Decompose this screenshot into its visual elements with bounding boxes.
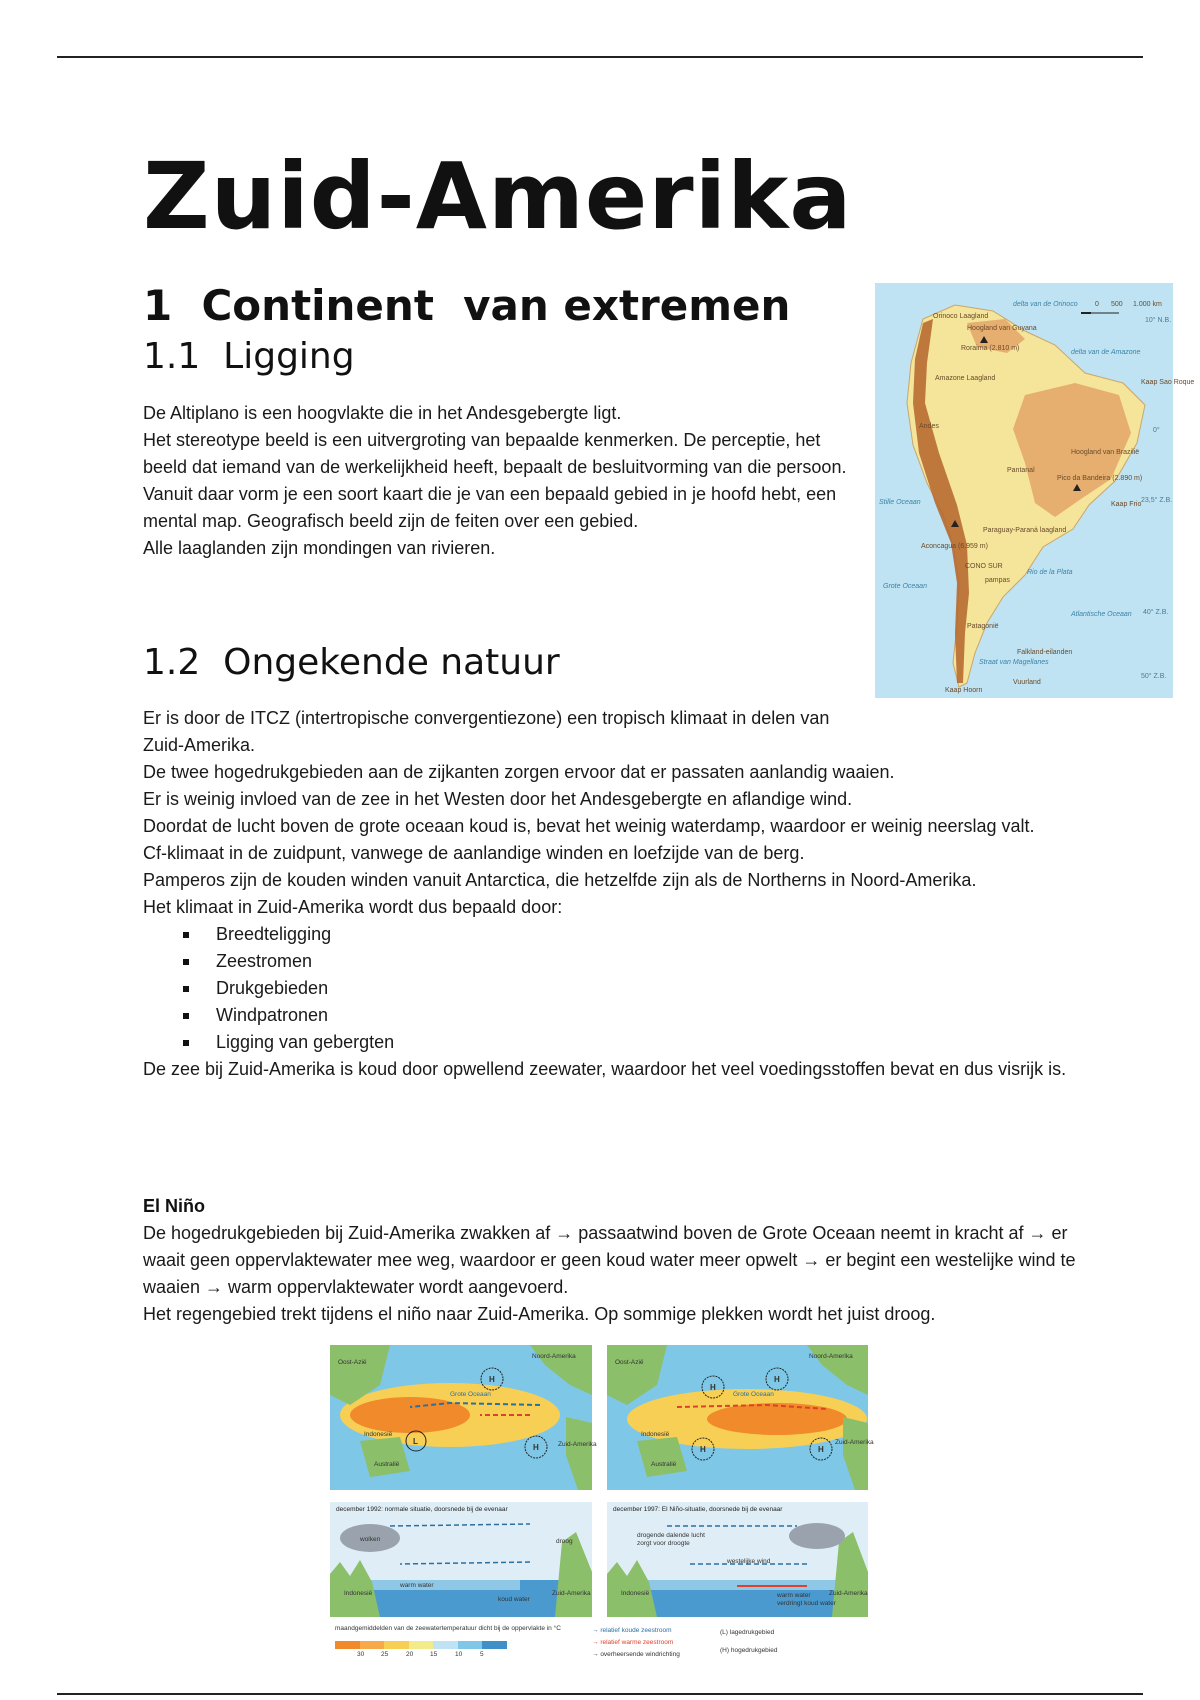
panel-label: Indonesië (641, 1431, 670, 1438)
place-label: Pantanal (1007, 467, 1035, 474)
paragraph: Pamperos zijn de kouden winden vanuit Antarctica, die hetzelfde zijn als de Northerns in Noord-Amerika. (143, 870, 977, 890)
panel-label: Oost-Azië (338, 1359, 367, 1366)
place-label: Patagonië (967, 623, 999, 630)
chapter-title: Continent van extremen (201, 281, 791, 330)
scale-label: 500 (1111, 301, 1123, 308)
panel-label: Zuid-Amerika (835, 1439, 874, 1446)
sea-label: delta van de Orinoco (1013, 301, 1078, 308)
place-label: Aconcagua (6.959 m) (921, 543, 988, 550)
top-rule (57, 56, 1143, 58)
rain-cloud (789, 1523, 845, 1549)
high-pressure-label: H (818, 1445, 824, 1454)
cross-label: warm water verdringt koud water (777, 1592, 836, 1607)
legend-arrow-label: overheersende windrichting (600, 1651, 680, 1658)
low-pressure-label: L (413, 1437, 418, 1446)
ligging-text (143, 400, 853, 562)
land-indonesia (330, 1560, 380, 1617)
legend-swatch (458, 1641, 483, 1649)
legend-tick: 25 (381, 1651, 389, 1658)
cross-section-elnino (607, 1502, 868, 1617)
legend-arrow-label: relatief koude zeestroom (600, 1627, 672, 1634)
cross-label: drogende dalende lucht zorgt voor droogte (637, 1532, 705, 1547)
panel-label: Indonesië (364, 1431, 393, 1438)
legend-title: maandgemiddelden van de zeewatertemperatuur dicht bij de oppervlakte in °C (335, 1625, 561, 1632)
chapter-number: 1 (143, 281, 173, 330)
cross-label: Indonesië (344, 1590, 373, 1597)
cross-label: wolken (360, 1536, 381, 1543)
sea-label: delta van de Amazone (1071, 349, 1141, 356)
cross-label: droog (556, 1538, 573, 1545)
cross-label: warm water (400, 1582, 434, 1589)
latitude-label: 40° Z.B. (1143, 609, 1169, 616)
place-label: Paraguay-Paraná laagland (983, 527, 1067, 534)
place-label: Kaap Frio (1111, 501, 1142, 508)
map-graphic (875, 283, 1173, 698)
document-title: Zuid-Amerika (143, 143, 853, 250)
caption: december 1997: El Niño-situatie, doorsnede bij de evenaar (613, 1506, 783, 1513)
bottom-rule (57, 1693, 1143, 1695)
panel-label: Grote Oceaan (733, 1391, 774, 1398)
place-label: Roraima (2.810 m) (961, 345, 1020, 352)
paragraph: Alle laaglanden zijn mondingen van rivieren. (143, 538, 496, 558)
chapter-heading (143, 278, 790, 334)
sea-label: Stille Oceaan (879, 499, 921, 506)
sea-label: Grote Oceaan (883, 583, 927, 590)
hot-zone (707, 1403, 847, 1435)
land-indonesia (607, 1560, 657, 1617)
latitude-label: 23,5° Z.B. (1141, 497, 1173, 504)
panel-label: Zuid-Amerika (558, 1441, 597, 1448)
sea-label: Straat van Magellanes (979, 659, 1049, 666)
section-number: 1.1 (143, 336, 201, 377)
place-label: Pico da Bandeira (2.890 m) (1057, 475, 1143, 482)
paragraph: Doordat de lucht boven de grote oceaan koud is, bevat het weinig waterdamp, waardoor er weinig neerslag valt. (143, 816, 1035, 836)
legend-low-pressure: (L) lagedrukgebied (720, 1629, 775, 1636)
sea-label: Rio de la Plata (1027, 569, 1073, 576)
cross-label: Indonesië (621, 1590, 650, 1597)
place-label: Kaap Sao Roque (1141, 379, 1195, 386)
panel-label: Grote Oceaan (450, 1391, 491, 1398)
section-title: Ongekende natuur (223, 642, 560, 683)
panel-label: Australië (374, 1461, 400, 1468)
legend-arrow-label: relatief warme zeestroom (600, 1639, 674, 1646)
place-label: pampas (985, 577, 1010, 584)
place-label: Hoogland van Guyana (967, 325, 1037, 332)
paragraph: Er is weinig invloed van de zee in het Westen door het Andesgebergte en aflandige wind. (143, 789, 853, 809)
place-label: CONO SUR (965, 563, 1003, 570)
latitude-label: 0° (1153, 427, 1160, 434)
section-heading-natuur (143, 640, 560, 686)
south-america-map (875, 283, 1195, 698)
place-label: Vuurland (1013, 679, 1041, 686)
panel-graphic (330, 1345, 592, 1490)
legend-tick: 15 (430, 1651, 438, 1658)
place-label: Amazone Laagland (935, 375, 996, 382)
legend-tick: 5 (480, 1651, 484, 1658)
place-label: Hoogland van Brazilië (1071, 449, 1140, 456)
cross-label: westelijke wind (727, 1558, 771, 1565)
map-panel-elnino (607, 1345, 874, 1490)
high-pressure-label: H (533, 1443, 539, 1452)
paragraph: Het klimaat in Zuid-Amerika wordt dus bepaald door: (143, 897, 563, 917)
legend-arrow-wind: → overheersende windrichting (592, 1651, 680, 1658)
temperature-legend-bar (335, 1641, 507, 1649)
paragraph: Er is door de ITCZ (intertropische convergentiezone) een tropisch klimaat in delen van Zuid-Amerika. (143, 708, 830, 755)
place-label: Orinoco Laagland (933, 313, 989, 320)
latitude-label: 50° Z.B. (1141, 673, 1167, 680)
legend-swatch (384, 1641, 409, 1649)
sea-label: Atlantische Oceaan (1071, 611, 1132, 618)
scale-label: 0 (1095, 301, 1099, 308)
high-pressure-label: H (710, 1383, 716, 1392)
legend-arrow-warm: → relatief warme zeestroom (592, 1639, 674, 1646)
paragraph: De twee hogedrukgebieden aan de zijkanten zorgen ervoor dat er passaten aanlandig waaien. (143, 762, 895, 782)
legend-tick: 20 (406, 1651, 414, 1658)
paragraph: De hogedrukgebieden bij Zuid-Amerika zwakken af → passaatwind boven de Grote Oceaan neemt in kracht af → er waait geen oppervlaktewater mee weg, waardoor er geen koud water meer opwelt → er begint een westelijke wind te waaien → warm oppervlaktewater wordt aangevoerd. (143, 1223, 1076, 1297)
high-pressure-label: H (489, 1375, 495, 1384)
latitude-label: 10° N.B. (1145, 317, 1172, 324)
caption: december 1992: normale situatie, doorsnede bij de evenaar (336, 1506, 508, 1513)
list-item: Ligging van gebergten (143, 1029, 1073, 1056)
paragraph: Het stereotype beeld is een uitvergroting van bepaalde kenmerken. De perceptie, het beeld dat iemand van de werkelijkheid heeft, bepaalt de besluitvorming van die persoon. Vanuit daar vorm je een soort kaart die je van een bepaald gebied in je hoofd hebt, een mental map. Geografisch beeld zijn de feiten over een gebied. (143, 430, 847, 531)
section-title: Ligging (223, 336, 355, 377)
paragraph: Cf-klimaat in de zuidpunt, vanwege de aanlandige winden en loefzijde van de berg. (143, 843, 805, 863)
panel-label: Noord-Amerika (532, 1353, 576, 1360)
legend-swatch (433, 1641, 458, 1649)
elnino-heading: El Niño (143, 1196, 205, 1216)
section-heading-ligging (143, 334, 355, 380)
map-panel-normal (330, 1345, 597, 1490)
place-label: Kaap Hoorn (945, 687, 983, 694)
list-item: Breedteligging (143, 921, 1073, 948)
panel-label: Australië (651, 1461, 677, 1468)
natuur-text (143, 705, 1073, 1083)
legend-high-pressure: (H) hogedrukgebied (720, 1647, 778, 1654)
elnino-figure (330, 1345, 874, 1665)
legend-swatch (335, 1641, 360, 1649)
cross-section-normal (330, 1502, 592, 1617)
land-south-america (843, 1417, 868, 1490)
legend-tick: 30 (357, 1651, 365, 1658)
legend-pressure-label: lagedrukgebied (729, 1629, 775, 1636)
place-label: Falkland-eilanden (1017, 649, 1073, 656)
high-pressure-label: H (774, 1375, 780, 1384)
high-pressure-label: H (700, 1445, 706, 1454)
scale-label: 1.000 km (1133, 301, 1162, 308)
panel-label: Noord-Amerika (809, 1353, 853, 1360)
cross-label: Zuid-Amerika (552, 1590, 591, 1597)
list-item: Zeestromen (143, 948, 1073, 975)
cross-label: koud water (498, 1596, 530, 1603)
paragraph: De Altiplano is een hoogvlakte die in het Andesgebergte ligt. (143, 403, 622, 423)
legend-swatch (409, 1641, 434, 1649)
legend-swatch (482, 1641, 507, 1649)
place-label: Andes (919, 423, 939, 430)
legend-arrow-cold: → relatief koude zeestroom (592, 1627, 672, 1634)
list-item: Windpatronen (143, 1002, 1073, 1029)
klimaat-factors-list (143, 921, 1073, 1056)
cross-label: Zuid-Amerika (829, 1590, 868, 1597)
paragraph: De zee bij Zuid-Amerika is koud door opwellend zeewater, waardoor het veel voedingsstoffen bevat en dus visrijk is. (143, 1059, 1067, 1079)
section-number: 1.2 (143, 642, 201, 683)
circulation-arrow (390, 1524, 530, 1564)
legend-pressure-label: hogedrukgebied (730, 1647, 778, 1654)
legend-tick: 10 (455, 1651, 463, 1658)
elnino-text (143, 1220, 1083, 1328)
panel-graphic (607, 1345, 868, 1490)
land-asia (607, 1345, 667, 1405)
legend-swatch (360, 1641, 385, 1649)
land-south-america (566, 1417, 592, 1490)
panel-label: Oost-Azië (615, 1359, 644, 1366)
paragraph: Het regengebied trekt tijdens el niño naar Zuid-Amerika. Op sommige plekken wordt het juist droog. (143, 1304, 936, 1324)
list-item: Drukgebieden (143, 975, 1073, 1002)
panel-graphic (330, 1502, 592, 1617)
